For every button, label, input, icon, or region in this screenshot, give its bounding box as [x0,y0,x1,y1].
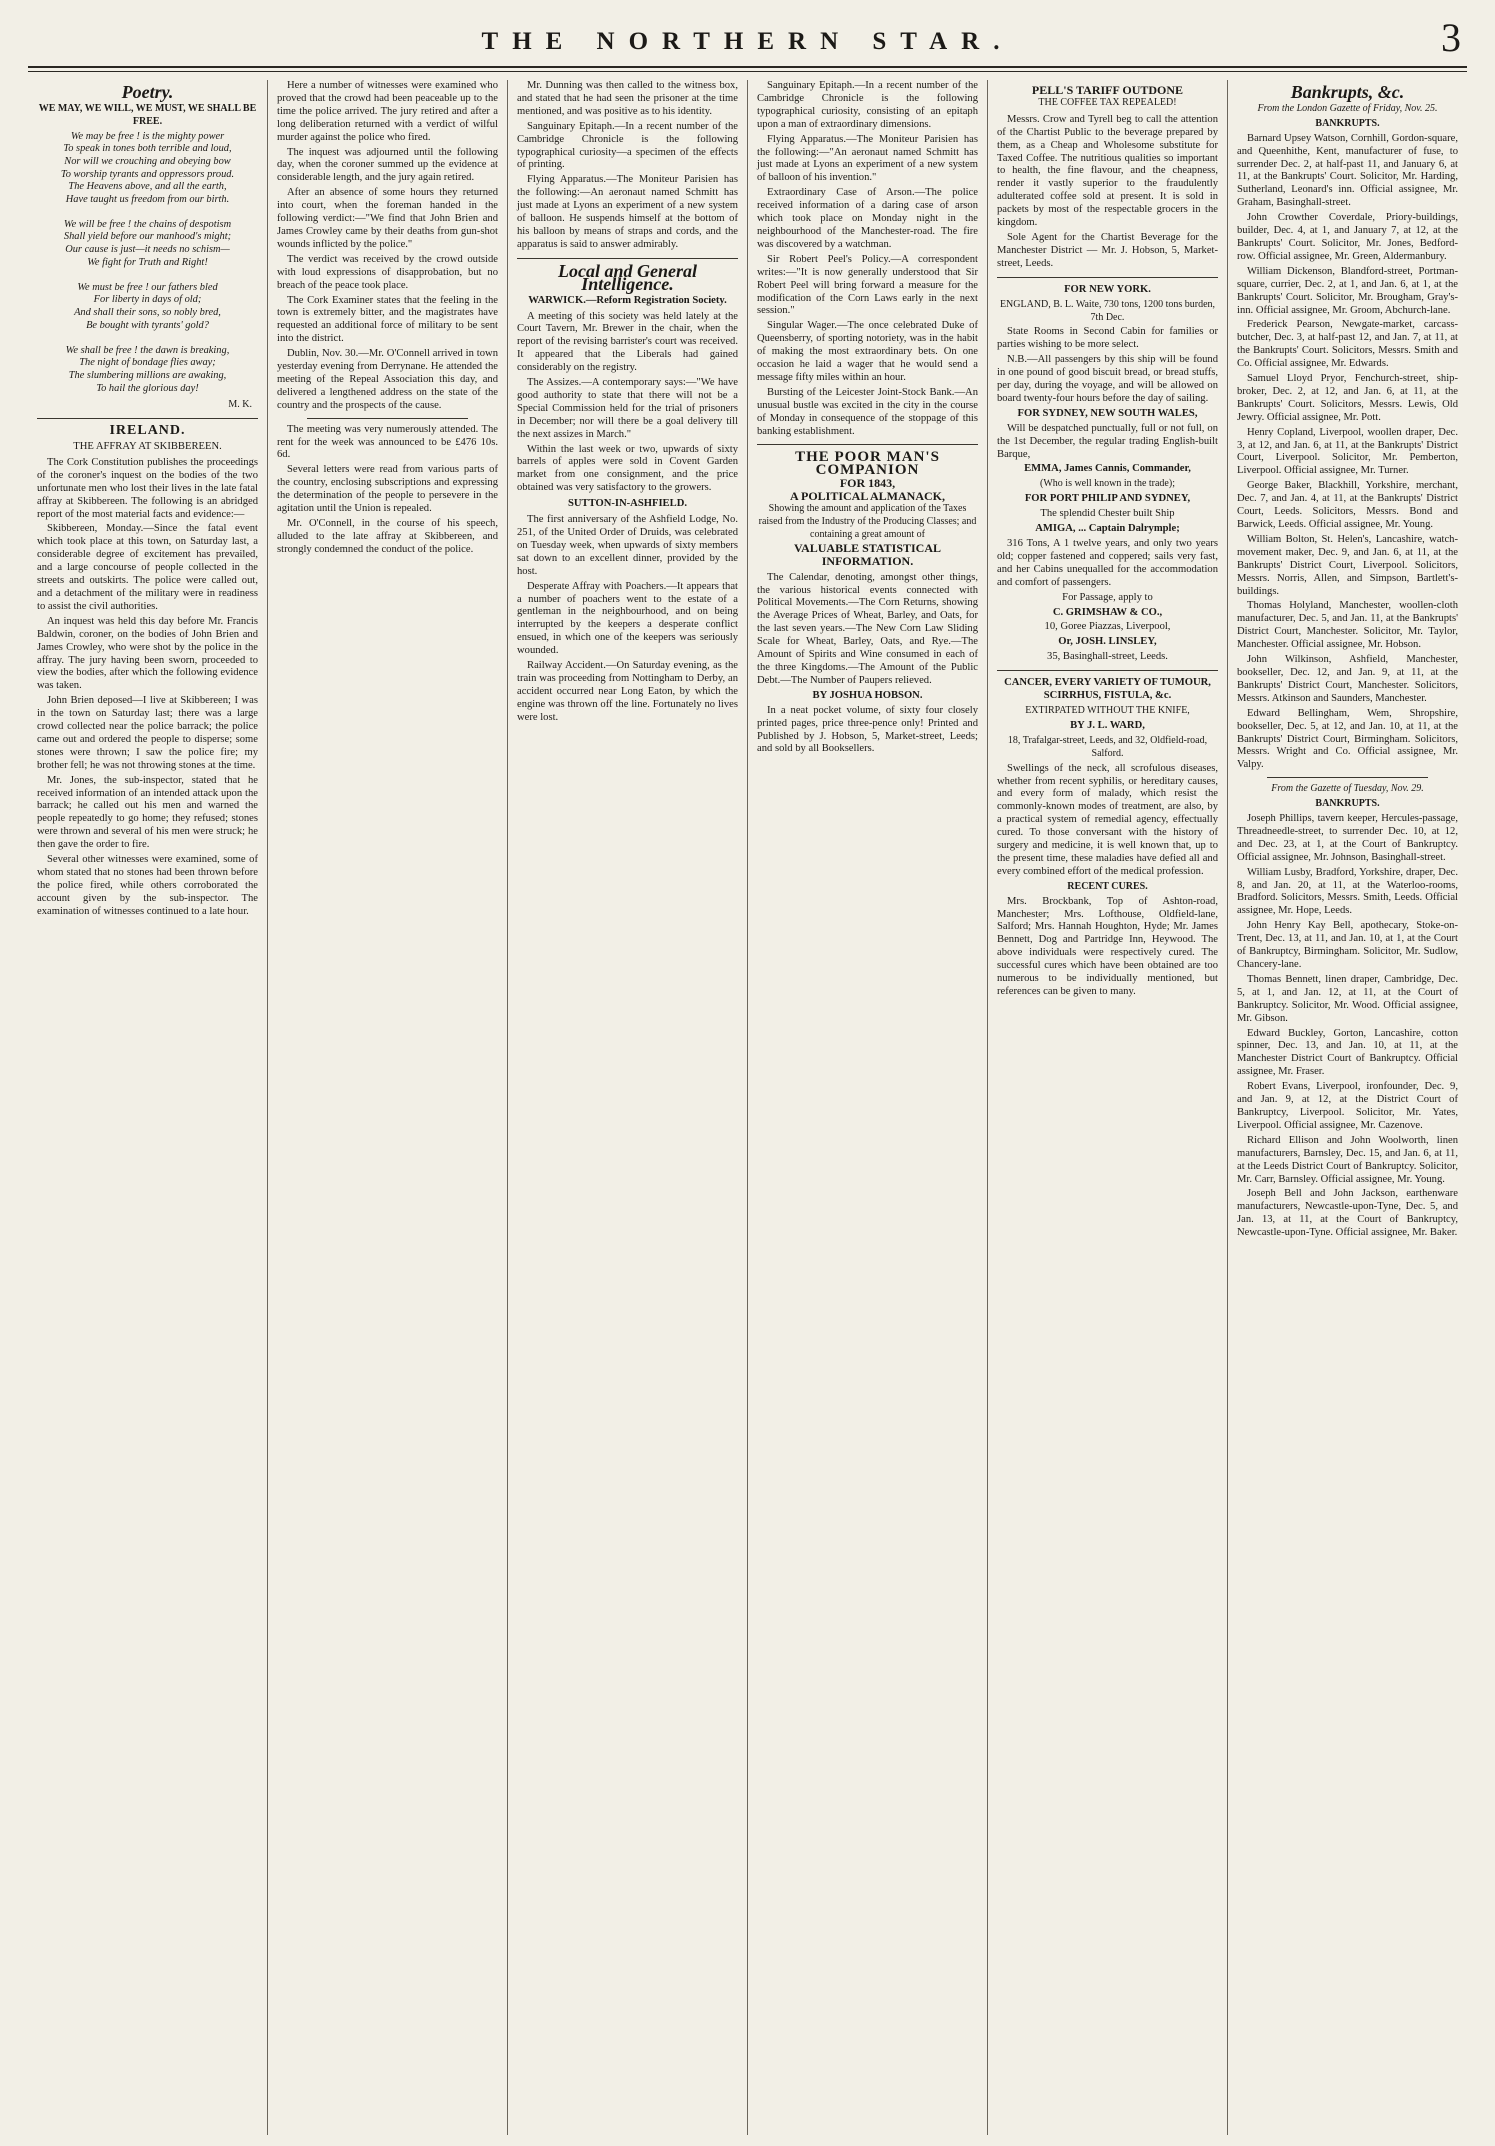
gazette-subhead: From the Gazette of Tuesday, Nov. 29. [1271,783,1424,795]
advert-subtitle: THE COFFEE TAX REPEALED! [1038,96,1177,108]
bankrupt-entry: William Lusby, Bradford, Yorkshire, draper, Dec. 8, and Jan. 20, at 11, at the Waterloo-rooms, Bradford. Solicitors, Messrs. Smith, Leeds. Official assignee, Mr. Hope, Leeds. [1237,866,1458,917]
paragraph: Desperate Affray with Poachers.—It appears that a number of poachers went to the estate of a gentleman in the neighbourhood, and on being interrupted by the keepers a desperate conflict ensued, in which one of the keepers was seriously wounded. [517,580,738,657]
paragraph: The meeting was very numerously attended. The rent for the week was announced to be £476 10s. 6d. [277,423,498,461]
ship-heading: FOR NEW YORK. [1064,283,1151,295]
bankrupt-entry: Robert Evans, Liverpool, ironfounder, Dec. 9, and Jan. 9, at 12, at the District Court of Bankruptcy, Liverpool. Solicitor, Mr. Yates, Liverpool. Official assignee, Mr. Cazenove. [1237,1081,1458,1131]
gazette-subhead: From the London Gazette of Friday, Nov. 25. [1257,102,1438,114]
bankrupts-label: BANKRUPTS. [1315,117,1380,129]
paragraph: Within the last week or two, upwards of sixty barrels of apples were sold in Covent Garden market from one consignment, and the price obtained was very satisfactory to the growers. [517,443,738,494]
paragraph: Mr. Dunning was then called to the witness box, and stated that he had seen the prisoner at the time mentioned, and was positive as to his identity. [517,80,738,117]
paragraph: Dublin, Nov. 30.—Mr. O'Connell arrived in town yesterday evening from Derrynane. He attended the meeting of the Repeal Association this day, and delivered a lengthened address on the state of the country and the prospects of the cause. [277,348,498,411]
bankrupt-entry: Edward Bellingham, Wem, Shropshire, bookseller, Dec. 5, at 12, and Jan. 10, at 11, at the Bankrupts' District Court, Birmingham. Solicitors, Messrs. Wright and Co. Official assignee, Mr. Valpy. [1237,707,1458,771]
paragraph: Flying Apparatus.—The Moniteur Parisien has the following:—"An aeronaut named Schmitt has just made at Lyons an experiment of a new system of balloon of his invention." [757,133,978,184]
paragraph: The Cork Constitution publishes the proceedings of the coroner's inquest on the bodies of the two unfortunate men who lost their lives in the late fatal affray at Skibbereen. The following is an abridged report of the most material facts and evidence:— [37,456,258,520]
masthead [28,15,1467,68]
local-intelligence-heading: Local and General Intelligence. [558,260,697,294]
column-4 [748,80,988,2135]
page-number: 3 [1441,15,1461,60]
bankrupt-entry: John Crowther Coverdale, Priory-buildings, builder, Dec. 4, at 1, and January 7, at 12, at the Bankrupts' Court. Solicitor, Mr. Jones, Bedford-row. Official assignee, Mr. Green, Aldermanbury. [1237,212,1458,262]
paragraph: Sanguinary Epitaph.—In a recent number of the Cambridge Chronicle is the following typographical curiosity—a specimen of the effects of printing. [517,120,738,171]
port-philip-heading: FOR PORT PHILIP AND SYDNEY, [1024,493,1191,505]
ireland-subhead: THE AFFRAY AT SKIBBEREEN. [73,441,222,452]
bankrupts-heading: Bankrupts, &c. [1290,82,1405,102]
divider [757,444,978,445]
paragraph: A meeting of this society was held lately at the Court Tavern, Mr. Brewer in the chair, when the report of the revising barrister's court was received. It appeared that the Liberals had gained considerably on the registry. [517,310,738,374]
advert-line: A POLITICAL ALMANACK, [789,489,946,504]
coffee-advert [997,84,1218,110]
poem-title: WE MAY, WE WILL, WE MUST, WE SHALL BE FREE. [38,102,257,127]
divider [307,418,468,419]
column-6 [1228,80,1467,2135]
divider [997,670,1218,671]
bankrupt-entry: Henry Copland, Liverpool, woollen draper, Dec. 3, at 12, and Jan. 6, at 11, at the Bankrupts' District Court, Liverpool. Solicitor, Mr. Pemberton, Liverpool. Official assignee, Mr. Turner. [1237,426,1458,477]
columns [28,80,1467,2135]
bankrupt-entry: John Henry Kay Bell, apothecary, Stoke-on-Trent, Dec. 13, at 11, and Jan. 10, at 1, at the Court of Bankruptcy, Birmingham. Solicitor, Mr. Sudlow, Chancery-lane. [1237,920,1458,970]
bankrupts-label: BANKRUPTS. [1315,798,1380,810]
almanack-advert [757,451,978,567]
advert-contents: The Calendar, denoting, amongst other things, the various historical events connected with Political Movements.—The Corn Returns, showing the Average Prices of Wheat, Barley, and Oats, for the last seven years.—The New Corn Law Sliding Scale for Wheat, Barley, Oats, and Rye.—The Amount of Spirits and Wine consumed in each of the three Kingdoms.—The Amount of the Public Debt.—The Number of Paupers relieved. [757,571,978,686]
paragraph: Extraordinary Case of Arson.—The police received information of a daring case of arson which took place on Monday night in the neighbourhood of the Manchester-road. The fire was discovered by a watchman. [757,187,978,250]
cancer-heading: CANCER, EVERY VARIETY OF TUMOUR, SCIRRHUS, FISTULA, &c. [1004,677,1211,702]
advert-title: THE POOR MAN'S COMPANION [795,449,940,479]
sydney-ship-note: (Who is well known in the trade); [1040,478,1175,490]
paragraph: The Assizes.—A contemporary says:—"We have good authority to state that there will not be a Special Commission held for the trial of prisoners in December; nor will there be a goal delivery till the next assizes in March." [517,377,738,440]
port-philip-ship: AMIGA, ... Captain Dalrymple; [1035,523,1180,535]
bankrupt-entry: Barnard Upsey Watson, Cornhill, Gordon-square, and Queenhithe, Kent, manufacturer of fuse, to surrender Dec. 2, at half-past 11, and January 6, at 11, at the Bankrupts' Court. Solicitor, Mr. Harding, Sutherland, Leonard's inn. Official assignee, Mr. Graham, Basinghall-street. [1237,132,1458,209]
cancer-subhead: EXTIRPATED WITHOUT THE KNIFE, [1025,704,1190,716]
advert-author: BY JOSHUA HOBSON. [812,689,923,701]
cures-heading: RECENT CURES. [1067,880,1148,892]
paragraph: Bursting of the Leicester Joint-Stock Bank.—An unusual bustle was excited in the city in the course of Monday in consequence of the stoppage of this banking establishment. [757,386,978,437]
warwick-subhead: WARWICK.—Reform Registration Society. [528,294,727,306]
agent-address: 10, Goree Piazzas, Liverpool, [1044,621,1171,633]
advert-agent: Sole Agent for the Chartist Beverage for the Manchester District — Mr. J. Hobson, 5, Market-street, Leeds. [997,231,1218,269]
bankrupt-entry: Richard Ellison and John Woolworth, linen manufacturers, Barnsley, Dec. 15, and Jan. 6, at 11, at the Leeds District Court of Bankruptcy. Solicitor, Mr. Carr, Barnsley. Official assignee, Mr. Young. [1237,1134,1458,1185]
paragraph: Flying Apparatus.—The Moniteur Parisien has the following:—An aeronaut named Schmitt has just made at Lyons an experiment of a new system of balloon. He suspends himself at the bottom of his balloon by means of straps and cords, and the apparatus is said to answer admirably. [517,174,738,250]
ship-row: ENGLAND, B. L. Waite, 730 tons, 1200 tons burden, 7th Dec. [999,298,1216,323]
paragraph: The Cork Examiner states that the feeling in the town is extremely bitter, and the magistrates have requested an additional force of military to be sent into the district. [277,294,498,345]
paragraph: Mr. Jones, the sub-inspector, stated that he received information of an intended attack upon the barrack; he called out his men and warned the people repeatedly to go home; they refused; stones were thrown and several of his men were struck; he then gave the order to fire. [37,774,258,851]
ship-body: N.B.—All passengers by this ship will be found in one pound of good biscuit bread, or bread stuffs, per day, during the voyage, and will be allowed on board twenty-four hours before the day of sailing. [997,354,1218,404]
cancer-author: BY J. L. WARD, [1070,719,1145,731]
cancer-address: 18, Trafalgar-street, Leeds, and 32, Oldfield-road, Salford. [1007,734,1208,759]
advert-title: PELL'S TARIFF OUTDONE [1031,83,1184,97]
newspaper-title: THE NORTHERN STAR. [481,28,1014,55]
divider [1267,777,1428,778]
ireland-heading: IRELAND. [109,423,186,439]
bankrupt-entry: Joseph Phillips, tavern keeper, Hercules-passage, Threadneedle-street, to surrender Dec. 10, at 12, and Dec. 23, at 1, at the Court of Bankruptcy. Official assignee, Mr. Johnson, Basinghall-street. [1237,813,1458,863]
divider [37,418,258,419]
paragraph: Here a number of witnesses were examined who proved that the crowd had been peaceable up to the time the police arrived. The jury retired and after a long deliberation returned with a verdict of wilful murder against the police who fired. [277,80,498,143]
bankrupt-entry: Edward Buckley, Gorton, Lancashire, cotton spinner, Dec. 13, and Jan. 10, at 11, at the Manchester District Court of Bankruptcy. Official assignee, Mr. Fraser. [1237,1027,1458,1078]
bankrupt-entry: William Dickenson, Blandford-street, Portman-square, currier, Dec. 2, at 1, and Jan. 6, at 1, at the Bankrupts' Court. Solicitor, Mr. Brougham, Gray's-inn. Official assignee, Mr. Groom, Abchurch-lane. [1237,265,1458,316]
paragraph: Railway Accident.—On Saturday evening, as the train was proceeding from Nottingham to Derby, an accident occurred near Long Eaton, by which the engine was thrown off the line. Fortunately no lives were lost. [517,660,738,723]
advert-footer: In a neat pocket volume, of sixty four closely printed pages, price three-pence only! Printed and Published by J. Hobson, 5, Market-street, Leeds; and sold by all Booksellers. [757,704,978,755]
divider [997,277,1218,278]
poem-text: We may be free ! is the mighty power To speak in tones both terrible and loud, Nor will we crouching and obeying bow To worship tyrants and oppressors proud. The Heavens above, and all the earth, Have taught us freedom from our birth. We will be free ! the chains of despotism Shall yield before our manhood's might; Our cause is just—it needs no schism— We fight for Truth and Right! We must be free ! our fathers bled For liberty in days of old; And shall their sons, so nobly bred, Be bought with tyrants' gold? We shall be free ! the dawn is breaking, The night of bondage flies away; The slumbering millions are awaking, To hail the glorious day! [60,130,235,394]
paragraph: An inquest was held this day before Mr. Francis Baldwin, coroner, on the bodies of John Brien and James Crowley, who were shot by the police in the affray. The jury having been sworn, proceeded to view the bodies, after which the following evidence was taken. [37,615,258,692]
advert-line: VALUABLE STATISTICAL INFORMATION. [793,540,942,568]
paragraph: After an absence of some hours they returned into court, when the foreman handed in the following verdict:—"We find that John Brien and James Crowley came by their deaths from gun-shot wounds inflicted by the police." [277,187,498,250]
paragraph: Several letters were read from various parts of the country, enclosing subscriptions and expressing the determination of the people to persevere in the agitation until the Union is repealed. [277,464,498,515]
poetry-heading: Poetry. [121,82,174,102]
bankrupt-entry: John Wilkinson, Ashfield, Manchester, bookseller, Dec. 12, and Jan. 9, at 11, at the Bankrupts' District Court, Manchester. Solicitors, Messrs. Atkinson and Saunders, Manchester. [1237,654,1458,704]
bankrupt-entry: Thomas Holyland, Manchester, woollen-cloth manufacturer, Dec. 5, and Jan. 11, at the Bankrupts' District Court, Manchester. Solicitor, Mr. Taylor, Manchester. Official assignee, Mr. Hobson. [1237,600,1458,651]
agent-address: 35, Basinghall-street, Leeds. [1047,651,1168,663]
advert-line: Showing the amount and application of the Taxes raised from the Industry of the Producing Classes; and containing a great amount of [758,503,977,540]
divider [517,258,738,259]
port-philip-body: 316 Tons, A 1 twelve years, and only two years old; copper fastened and coppered; sails very fast, and her Cabins unequalled for the accommodation and comfort of passengers. [997,538,1218,588]
bankrupt-entry: Joseph Bell and John Jackson, earthenware manufacturers, Newcastle-upon-Tyne, Dec. 5, and Jan. 13, at 11, at the Court of Bankruptcy, Newcastle-upon-Tyne. Official assignee, Mr. Baker. [1237,1188,1458,1239]
poem-signature: M. K. [228,399,252,411]
bankrupt-entry: Thomas Bennett, linen draper, Cambridge, Dec. 5, at 1, and Jan. 12, at 11, at the Court of Bankruptcy. Solicitor, Mr. Wood. Official assignee, Mr. Gibson. [1237,973,1458,1024]
paragraph: Sir Robert Peel's Policy.—A correspondent writes:—"It is now generally understood that Sir Robert Peel will bring forward a measure for the modification of the Corn Laws early in the next session." [757,253,978,317]
paragraph: Sanguinary Epitaph.—In a recent number of the Cambridge Chronicle is the following typographical curiosity, consisting of an epitaph upon a man of extraordinary dimensions. [757,80,978,130]
advert-body: Messrs. Crow and Tyrell beg to call the attention of the Chartist Public to the beverage prepared by them, as a Cheap and Wholesome substitute for Taxed Coffee. The nutritious qualities so important to health, the fine flavour, and the cheapness, render it vastly superior to the fraudulently adulterated coffee sold at present. It is sold in packets by most of the respectable grocers in the kingdom. [997,113,1218,229]
column-2 [268,80,508,2135]
bankrupt-entry: Frederick Pearson, Newgate-market, carcass-butcher, Dec. 3, at half-past 12, and Jan. 7, at 11, at the Bankrupts' Court. Solicitors, Messrs. Smith and Co. Official assignee, Mr. Edwards. [1237,319,1458,370]
paragraph: Skibbereen, Monday.—Since the fatal event which took place at this town, on Saturday last, a considerable degree of excitement has prevailed, and a large concourse of people collected in the streets and outskirts. The police were called out, and a detachment of the military were in readiness to assist the civil authorities. [37,523,258,612]
sydney-ship: EMMA, James Cannis, Commander, [1024,463,1191,475]
agent-line: For Passage, apply to [1062,591,1153,603]
paragraph: The first anniversary of the Ashfield Lodge, No. 251, of the United Order of Druids, was celebrated on Tuesday week, when upwards of sixty members sat down to an excellent dinner, provided by the host. [517,514,738,577]
bankrupt-entry: George Baker, Blackhill, Yorkshire, merchant, Dec. 7, and Jan. 4, at 11, at the Bankrupts' District Court, Leeds. Solicitors, Messrs. Bond and Barwick, Leeds. Official assignee, Mr. Young. [1237,480,1458,530]
bankrupt-entry: William Bolton, St. Helen's, Lancashire, watch-movement maker, Dec. 9, and Jan. 6, at 11, at the Bankrupts' District Court, Liverpool. Solicitors, Messrs. Norris, Allen, and Simpson, Bartlett's-buildings. [1237,533,1458,597]
column-3 [508,80,748,2135]
paragraph: John Brien deposed—I live at Skibbereen; I was in the town on Saturday last; there was a large crowd collected near the police barrack; the police came out and ordered the people to disperse; some stones were thrown; I saw the police fire; my brother fell; he was not throwing stones at the time. [37,695,258,771]
cures-body: Mrs. Brockbank, Top of Ashton-road, Manchester; Mrs. Lofthouse, Oldfield-lane, Salford; Mrs. Hannah Houghton, Hyde; Mr. James Bennett, Dog and Partridge Inn, Heywood. The above individuals were respectively cured. The successful cures which have been obtained are too numerous to be individually mentioned, but references can be given to many. [997,895,1218,997]
paragraph: The verdict was received by the crowd outside with loud expressions of disapprobation, but no breach of the peace took place. [277,253,498,291]
column-1 [28,80,268,2135]
sutton-subhead: SUTTON-IN-ASHFIELD. [567,498,687,510]
paragraph: Several other witnesses were examined, some of whom stated that no stones had been thrown before the police fired, while others corroborated the account given by the sub-inspector. The examination of witnesses continued to a late hour. [37,854,258,917]
sydney-heading: FOR SYDNEY, NEW SOUTH WALES, [1017,407,1198,419]
agent-alt: Or, JOSH. LINSLEY, [1058,636,1157,648]
column-5 [988,80,1228,2135]
advert-subtitle: FOR 1843, [839,476,896,491]
cancer-body: Swellings of the neck, all scrofulous diseases, whether from recent syphilis, or hereditary causes, and every form of malady, which resist the commonly-known modes of treatment, are also, by a practical system of remedial agency, effectually cured. To those conversant with the history of surgery and medicine, it is well known that, up to the present time, these maladies have defied all and every combined effort of the medical profession. [997,762,1218,877]
bankrupt-entry: Samuel Lloyd Pryor, Fenchurch-street, ship-broker, Dec. 2, at 12, and Jan. 6, at 11, at the Bankrupts' Court. Solicitors, Messrs. Lewis, Old Jewry. Official assignee, Mr. Pott. [1237,373,1458,423]
masthead-rule [28,68,1467,72]
ship-body: State Rooms in Second Cabin for families or parties wishing to be more select. [997,326,1218,351]
paragraph: Singular Wager.—The once celebrated Duke of Queensberry, of sporting notoriety, was in the habit of making the most extraordinary bets. On one occasion he laid a wager that he would send a message fifty miles within an hour. [757,320,978,383]
sydney-body: Will be despatched punctually, full or not full, on the 1st December, the regular trading English-built Barque, [997,422,1218,460]
paragraph: The inquest was adjourned until the following day, when the coroner summed up the evidence at considerable length, and the jury again retired. [277,146,498,184]
paragraph: Mr. O'Connell, in the course of his speech, alluded to the late affray at Skibbereen, and strongly condemned the conduct of the police. [277,518,498,555]
port-philip-body: The splendid Chester built Ship [1040,508,1175,520]
agent-name: C. GRIMSHAW & CO., [1052,606,1163,618]
